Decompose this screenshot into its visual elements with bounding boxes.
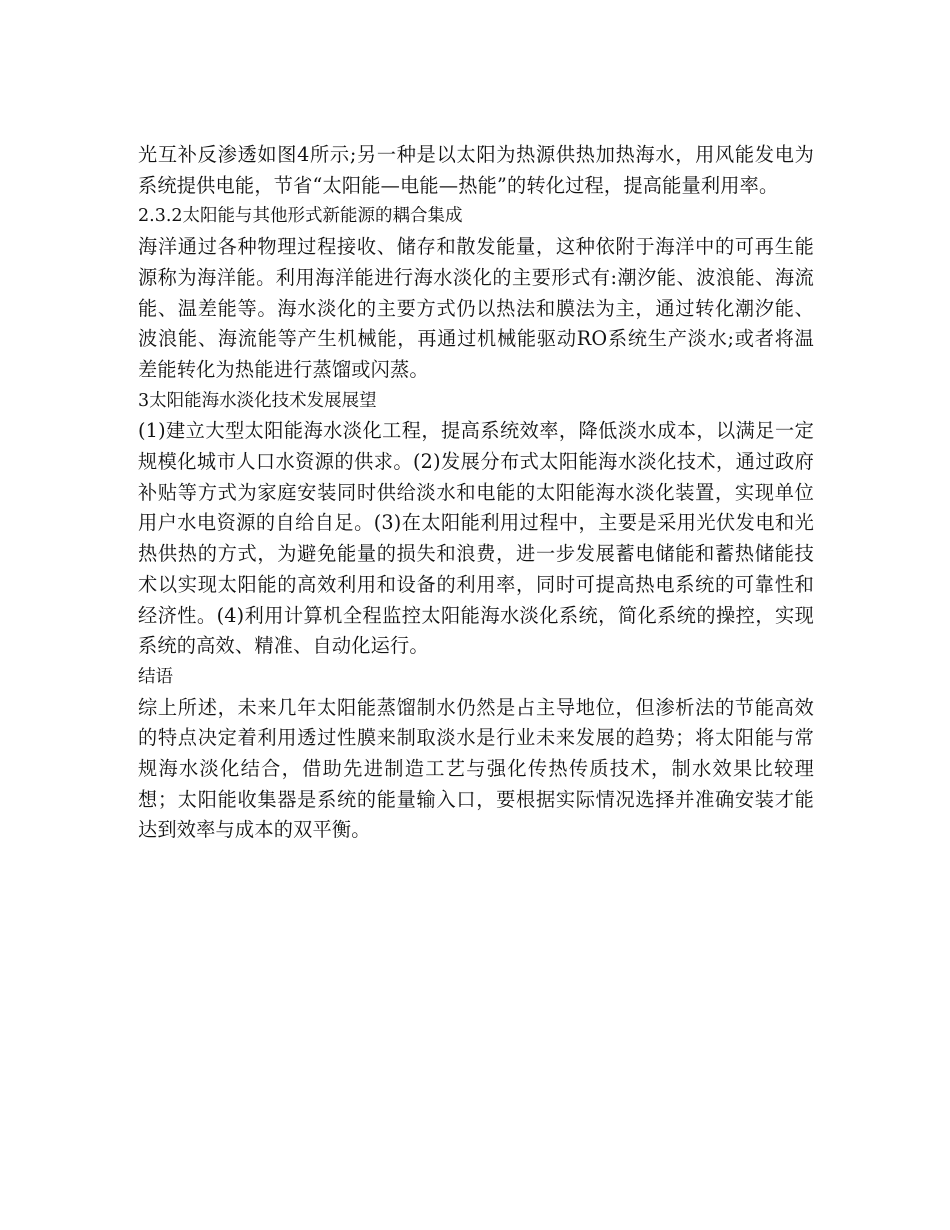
paragraph-outlook: (1)建立大型太阳能海水淡化工程，提高系统效率，降低淡水成本，以满足一定规模化城市人口水资源的供求。(2)发展分布式太阳能海水淡化技术，通过政府补贴等方式为家庭安装同时供给淡水和电能的太阳能海水淡化装置，实现单位用户水电资源的自给自足。(3)在太阳能利用过程中，主要是采用光伏发电和光热供热的方式，为避免能量的损失和浪费，进一步发展蓄电储能和蓄热储能技术以实现太阳能的高效利用和设备的利用率，同时可提高热电系统的可靠性和经济性。(4)利用计算机全程监控太阳能海水淡化系统，简化系统的操控，实现系统的高效、精准、自动化运行。 <box>138 419 814 658</box>
paragraph-conclusion: 综上所述，未来几年太阳能蒸馏制水仍然是占主导地位，但渗析法的节能高效的特点决定着利用透过性膜来制取淡水是行业未来发展的趋势；将太阳能与常规海水淡化结合，借助先进制造工艺与强化传热传质技术，制水效果比较理想；太阳能收集器是系统的能量输入口，要根据实际情况选择并准确安装才能达到效率与成本的双平衡。 <box>138 695 814 842</box>
section-heading-2-3-2: 2.3.2太阳能与其他形式新能源的耦合集成 <box>138 206 463 227</box>
section-heading-3: 3太阳能海水淡化技术发展展望 <box>138 390 377 411</box>
document-page <box>138 140 814 846</box>
section-heading-conclusion: 结语 <box>138 666 173 687</box>
paragraph-ocean-energy: 海洋通过各种物理过程接收、储存和散发能量，这种依附于海洋中的可再生能源称为海洋能。利用海洋能进行海水淡化的主要形式有:潮汐能、波浪能、海流能、温差能等。海水淡化的主要方式仍以热法和膜法为主，通过转化潮汐能、波浪能、海流能等产生机械能，再通过机械能驱动RO系统生产淡水;或者将温差能转化为热能进行蒸馏或闪蒸。 <box>138 235 814 381</box>
paragraph-solar-wind-complement: 光互补反渗透如图4所示;另一种是以太阳为热源供热加热海水，用风能发电为系统提供电能，节省“太阳能—电能—热能”的转化过程，提高能量利用率。 <box>138 143 814 197</box>
